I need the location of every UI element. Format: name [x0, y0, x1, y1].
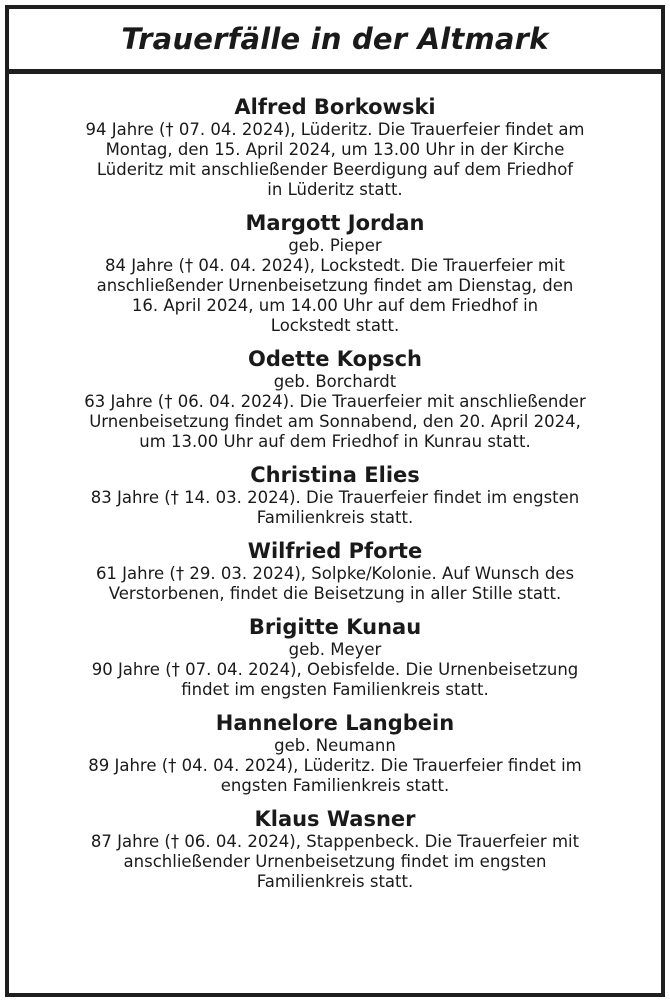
obituary-entry — [9, 94, 661, 200]
maiden-name: geb. Pieper — [288, 236, 382, 255]
entry-text-line: Montag, den 15. April 2024, um 13.00 Uhr in der Kirche — [105, 140, 565, 159]
entry-text-line: Verstorbenen, findet die Beisetzung in aller Stille statt. — [108, 584, 562, 603]
deceased-name: Hannelore Langbein — [215, 711, 455, 735]
maiden-name: geb. Borchardt — [273, 372, 397, 391]
deceased-name: Brigitte Kunau — [248, 615, 422, 639]
entry-text-line: 89 Jahre († 04. 04. 2024), Lüderitz. Die Trauerfeier findet im — [88, 756, 582, 775]
header-bar — [9, 9, 661, 74]
entry-text-line: 16. April 2024, um 14.00 Uhr auf dem Friedhof in — [131, 296, 539, 315]
entry-text-line: 83 Jahre († 14. 03. 2024). Die Trauerfeier findet im engsten — [90, 488, 580, 507]
obituary-entry — [9, 614, 661, 700]
obituary-list — [9, 74, 661, 892]
obituary-entry — [9, 210, 661, 336]
entry-text-line: anschließender Urnenbeisetzung findet im engsten — [123, 852, 547, 871]
entry-text-line: 61 Jahre († 29. 03. 2024), Solpke/Kolonie. Auf Wunsch des — [95, 564, 575, 583]
deceased-name: Alfred Borkowski — [234, 95, 436, 119]
deceased-name: Wilfried Pforte — [247, 539, 423, 563]
notice-frame — [5, 5, 665, 997]
maiden-name: geb. Meyer — [288, 640, 382, 659]
obituary-entry — [9, 538, 661, 604]
entry-text-line: Lockstedt statt. — [270, 316, 400, 335]
deceased-name: Christina Elies — [250, 463, 420, 487]
entry-text-line: engsten Familienkreis statt. — [220, 776, 450, 795]
entry-text-line: Urnenbeisetzung findet am Sonnabend, den 20. April 2024, — [89, 412, 581, 431]
entry-text-line: 87 Jahre († 06. 04. 2024), Stappenbeck. Die Trauerfeier mit — [90, 832, 580, 851]
deceased-name: Odette Kopsch — [247, 347, 423, 371]
entry-text-line: Lüderitz mit anschließender Beerdigung auf dem Friedhof — [96, 160, 574, 179]
obituary-entry — [9, 710, 661, 796]
obituary-entry — [9, 462, 661, 528]
entry-text-line: 90 Jahre († 07. 04. 2024), Oebisfelde. Die Urnenbeisetzung — [91, 660, 579, 679]
obituary-entry — [9, 346, 661, 452]
entry-text-line: um 13.00 Uhr auf dem Friedhof in Kunrau statt. — [139, 432, 531, 451]
entry-text-line: Familienkreis statt. — [256, 508, 414, 527]
entry-text-line: findet im engsten Familienkreis statt. — [181, 680, 489, 699]
entry-text-line: 84 Jahre († 04. 04. 2024), Lockstedt. Die Trauerfeier mit — [104, 256, 566, 275]
entry-text-line: anschließender Urnenbeisetzung findet am Dienstag, den — [96, 276, 574, 295]
page-title: Trauerfälle in der Altmark — [121, 22, 549, 56]
deceased-name: Klaus Wasner — [254, 807, 416, 831]
maiden-name: geb. Neumann — [274, 736, 396, 755]
entry-text-line: in Lüderitz statt. — [267, 180, 403, 199]
deceased-name: Margott Jordan — [245, 211, 425, 235]
obituary-entry — [9, 806, 661, 892]
entry-text-line: Familienkreis statt. — [256, 872, 414, 891]
entry-text-line: 63 Jahre († 06. 04. 2024). Die Trauerfeier mit anschließender — [84, 392, 586, 411]
entry-text-line: 94 Jahre († 07. 04. 2024), Lüderitz. Die Trauerfeier findet am — [85, 120, 585, 139]
